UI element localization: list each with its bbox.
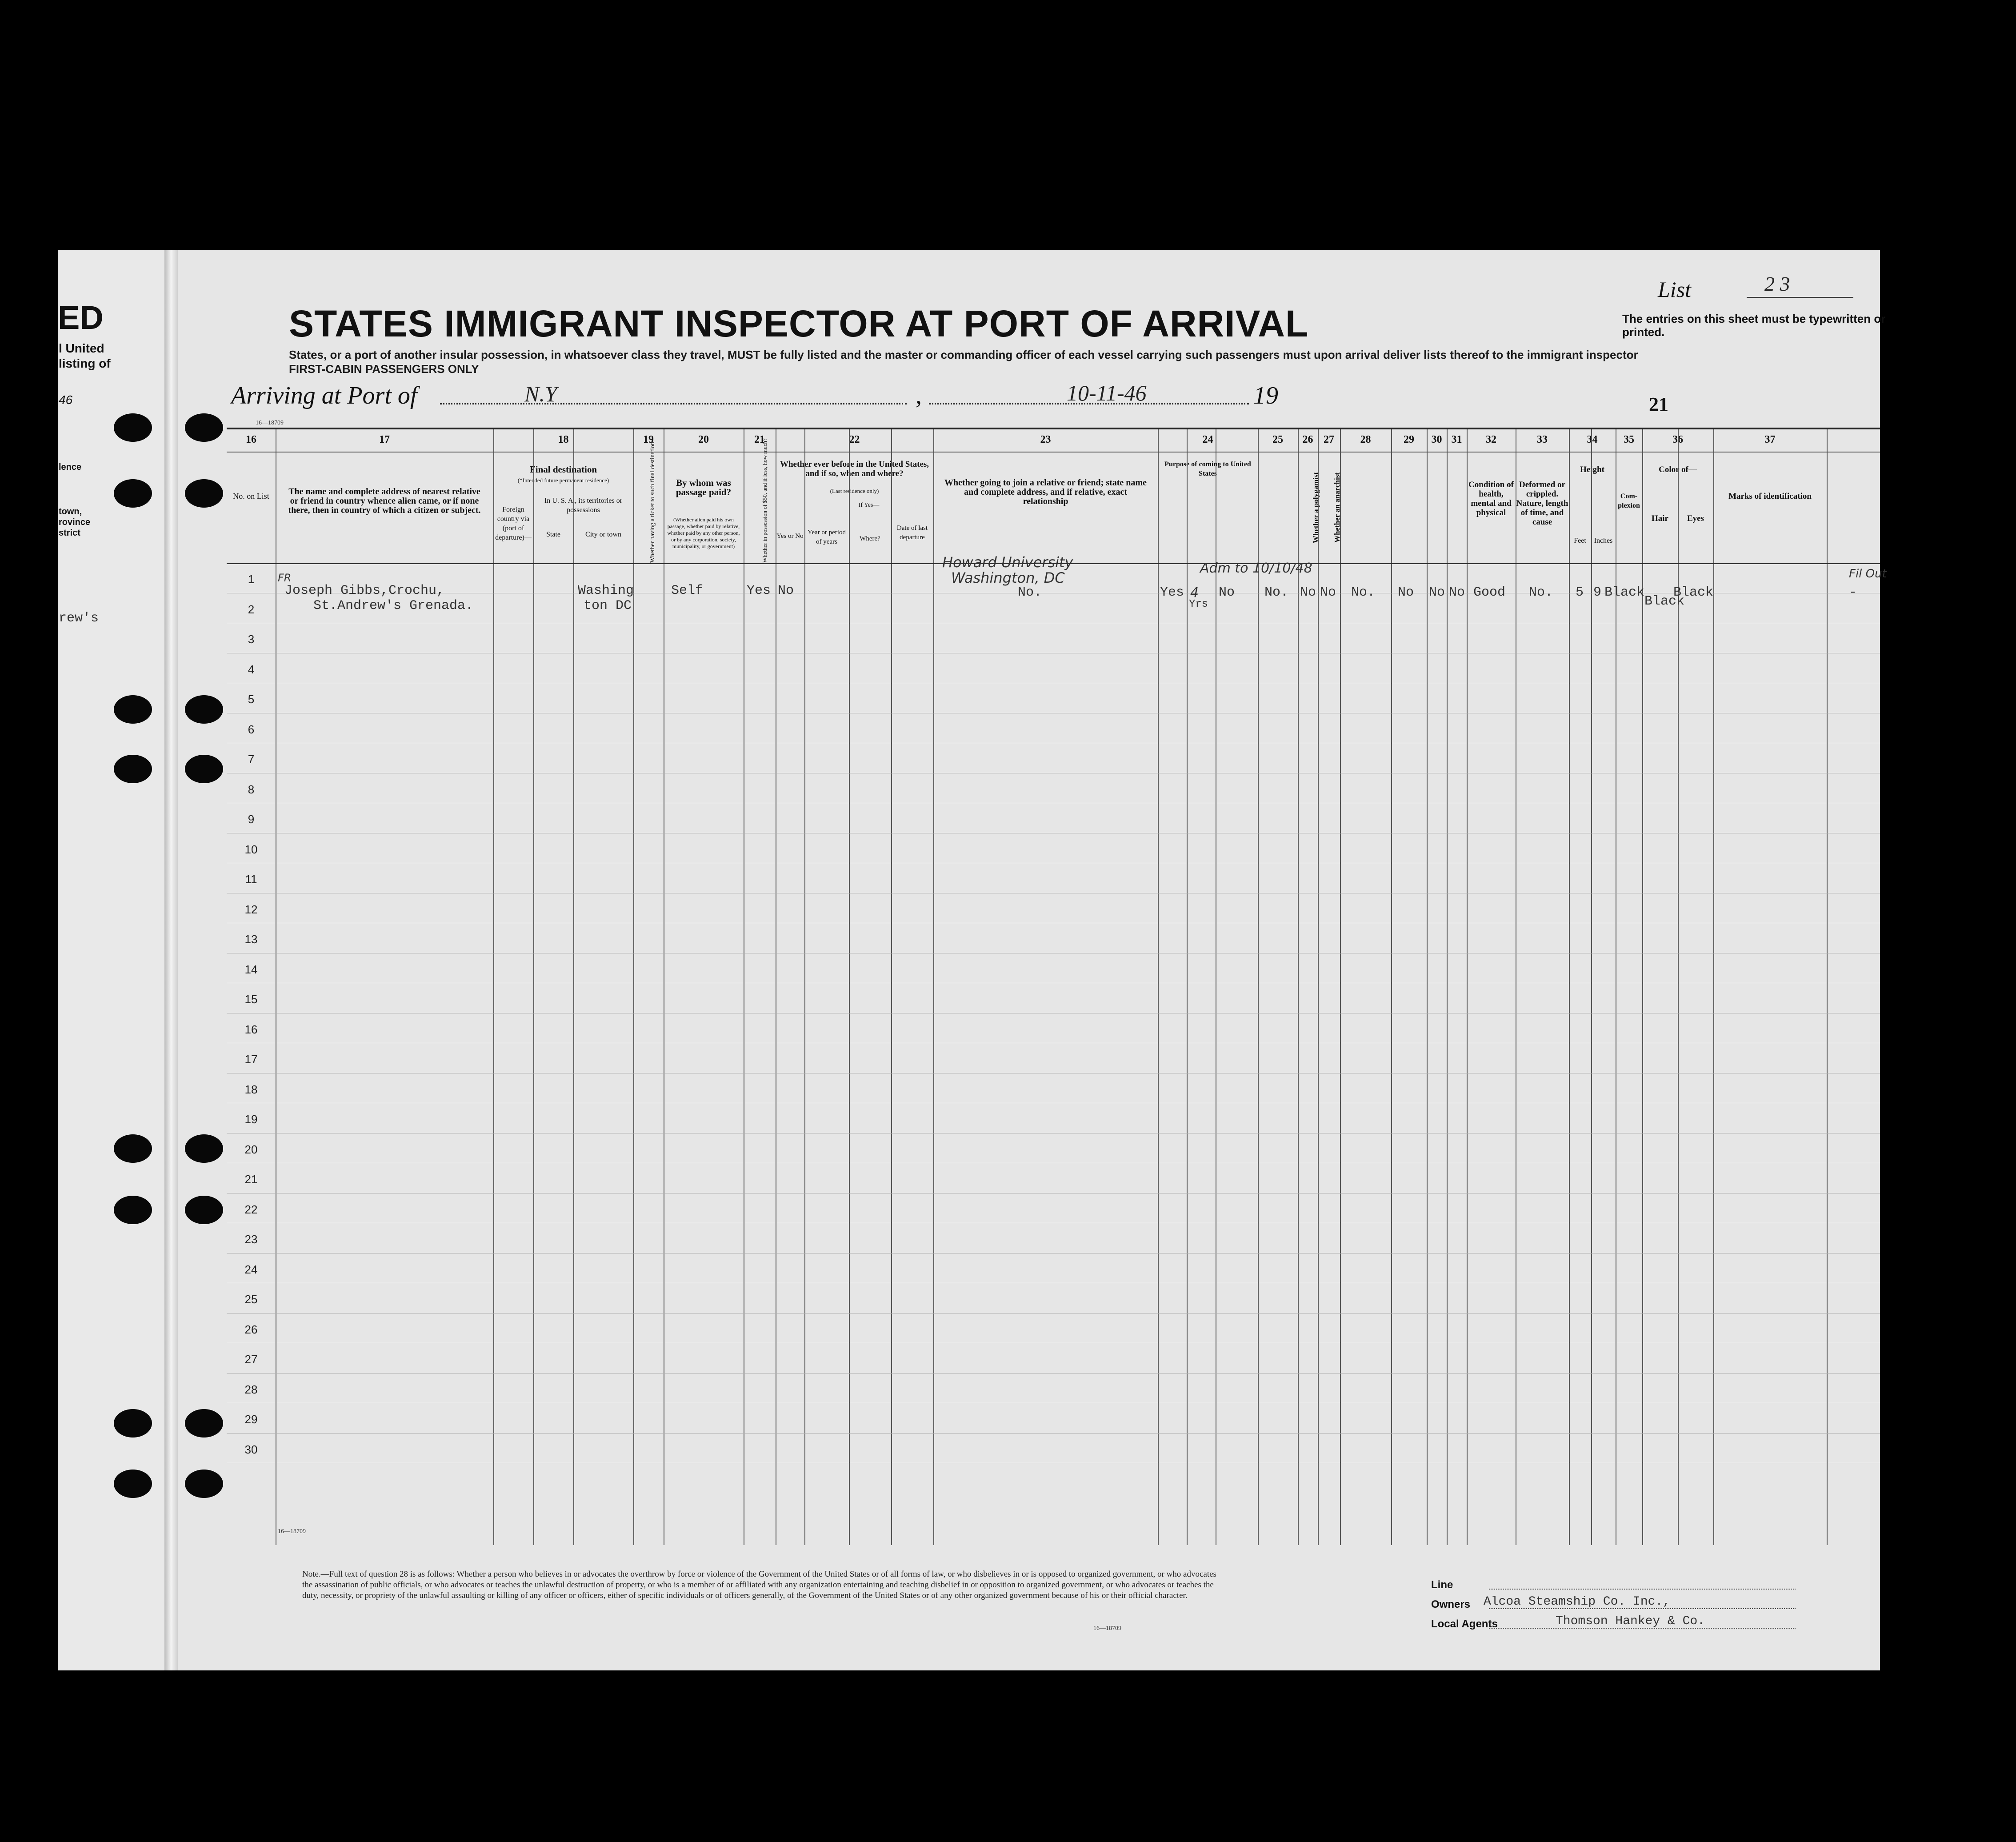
notice-line: States, or a port of another insular possession, in whatsoever class they travel, MUST be fully listed and the master or commanding officer of each vessel carrying such passengers must upon arrival deliver lists thereof to the immigrant inspector — [289, 348, 1638, 361]
margin-note: Fil Out — [1849, 567, 1887, 581]
join-relative-hand: Howard University — [942, 554, 1073, 571]
punch-hole — [114, 413, 152, 442]
header-hair: Hair — [1652, 514, 1668, 523]
height-inches: 9 — [1593, 585, 1602, 600]
left-fragment-header: town, — [59, 507, 82, 517]
row-number: 15 — [244, 993, 258, 1006]
row-number: 16 — [244, 1022, 258, 1036]
header-polygamist: Whether a polygamist — [1312, 472, 1320, 544]
header-marks: Marks of identification — [1728, 492, 1812, 501]
left-fragment-line: 46 — [59, 393, 73, 407]
row-number: 4 — [248, 662, 255, 676]
column-divider — [1427, 429, 1428, 1545]
column-divider — [533, 429, 534, 1545]
column-divider — [1187, 429, 1188, 1545]
entry-annotation: FR — [278, 572, 292, 584]
header-final-destination-note: (*Intended future permanent residence) — [517, 477, 609, 484]
header-passage-paid: By whom was passage paid? — [676, 477, 732, 497]
destination-city: ton DC — [584, 598, 632, 613]
eyes-value: Black — [1673, 585, 1714, 600]
left-fragment-header: strict — [59, 528, 80, 538]
header-feet: Feet — [1574, 537, 1586, 545]
date-value: 10-11-46 — [1067, 380, 1147, 405]
column-number: 37 — [1764, 434, 1776, 445]
list-label: List — [1658, 277, 1692, 302]
column-divider — [1158, 429, 1159, 1545]
page-number: 21 — [1649, 393, 1668, 415]
punch-hole — [114, 1470, 152, 1498]
punch-hole — [114, 755, 152, 783]
row-number: 29 — [244, 1413, 258, 1426]
header-in-usa: In U. S. A., its territories or possessions — [544, 497, 623, 514]
header-color-of: Color of— — [1659, 465, 1697, 474]
purpose-duration: 4 — [1190, 585, 1199, 601]
header-complexion: Com-plexion — [1618, 493, 1640, 509]
answer-31: No — [1449, 585, 1465, 600]
header-no-on-list: No. on List — [233, 492, 269, 501]
column-number: 28 — [1360, 434, 1371, 445]
column-number: 21 — [754, 434, 765, 445]
marks-value: - — [1849, 585, 1857, 600]
header-final-destination: Final destination — [529, 464, 597, 475]
arriving-label: Arriving at Port of — [231, 382, 417, 409]
row-number: 12 — [244, 902, 258, 916]
column-number: 24 — [1202, 434, 1213, 445]
port-underline — [440, 403, 907, 404]
left-fragment-line: l United — [59, 341, 104, 355]
header-passage-note: (Whether alien paid his own passage, whether paid by relative, whether paid by any other person, or by any corporation, society, municipality, or government) — [667, 517, 740, 549]
column-divider — [1298, 429, 1299, 1545]
column-number: 19 — [643, 434, 654, 445]
complexion-value: Black — [1604, 585, 1645, 600]
page-fold — [164, 250, 178, 1670]
header-eyes: Eyes — [1687, 514, 1704, 523]
left-fragment-line: listing of — [59, 356, 111, 370]
header-city: City or town — [585, 531, 621, 538]
header-ticket: Whether having a ticket to such final destination — [649, 442, 656, 563]
punch-hole — [185, 1409, 223, 1438]
left-fragment-header: lence — [59, 462, 82, 472]
column-number: 34 — [1587, 434, 1598, 445]
punch-hole — [185, 1134, 223, 1163]
answer-30: No — [1429, 585, 1445, 600]
row-number: 30 — [244, 1442, 258, 1456]
row-number: 9 — [248, 813, 255, 826]
row-number: 24 — [244, 1262, 258, 1276]
punch-hole — [185, 479, 223, 508]
row-number: 3 — [248, 633, 255, 646]
purpose-years: Yrs — [1189, 598, 1208, 610]
notice-line: FIRST-CABIN PASSENGERS ONLY — [289, 362, 479, 376]
agents-value: Thomson Hankey & Co. — [1556, 1614, 1705, 1628]
row-number: 28 — [244, 1382, 258, 1396]
answer-25: No. — [1264, 585, 1289, 600]
height-feet: 5 — [1576, 585, 1584, 600]
page-title: STATES IMMIGRANT INSPECTOR AT PORT OF ARRIVAL — [289, 303, 1309, 344]
header-purpose: Purpose of coming to United States — [1164, 461, 1251, 477]
purpose-no: No — [1219, 585, 1235, 600]
list-number: 2 3 — [1747, 272, 1853, 298]
column-number: 33 — [1537, 434, 1548, 445]
punch-hole — [185, 695, 223, 724]
column-divider — [804, 429, 805, 1545]
column-number: 25 — [1272, 434, 1283, 445]
relative-address: St.Andrew's Grenada. — [313, 598, 474, 613]
header-height: Height — [1580, 465, 1604, 474]
answer-29: No — [1398, 585, 1414, 600]
line-label: Line — [1431, 1579, 1453, 1591]
header-if-yes: If Yes— — [858, 502, 880, 509]
join-relative-hand: Washington, DC — [951, 569, 1065, 586]
column-number: 22 — [849, 434, 860, 445]
column-number: 17 — [379, 434, 390, 445]
punch-hole — [114, 1196, 152, 1224]
agents-label: Local Agents — [1431, 1618, 1498, 1630]
port-value: N.Y — [524, 381, 557, 406]
column-number: 16 — [246, 434, 256, 445]
hair-value: Black — [1644, 594, 1685, 609]
possession-value: Yes — [747, 583, 771, 598]
header-date-last-departure: Date of last departure — [896, 525, 928, 541]
column-divider — [933, 429, 934, 1545]
row-number: 23 — [244, 1233, 258, 1246]
punch-hole — [185, 1470, 223, 1498]
relative-name: Joseph Gibbs,Crochu, — [284, 583, 445, 598]
column-number: 23 — [1040, 434, 1051, 445]
column-divider — [1591, 429, 1592, 1545]
entries-note: The entries on this sheet must be typewritten or printed. — [1622, 312, 1886, 339]
left-fragment-header: rovince — [59, 517, 91, 527]
column-divider — [1391, 429, 1392, 1545]
column-divider — [573, 429, 574, 1545]
column-divider — [1467, 429, 1468, 1545]
row-number: 21 — [244, 1173, 258, 1186]
header-inches: Inches — [1594, 537, 1613, 545]
header-relative: The name and complete address of nearest relative or friend in country whence alien came, or if none there, then in country of which a citizen or subject. — [288, 487, 481, 515]
owners-value: Alcoa Steamship Co. Inc., — [1484, 1595, 1671, 1609]
answer-27: No — [1320, 585, 1336, 600]
column-number: 26 — [1302, 434, 1313, 445]
purpose-yes: Yes — [1160, 585, 1184, 600]
row-number: 26 — [244, 1322, 258, 1336]
row-number: 11 — [245, 873, 257, 886]
row-number: 7 — [248, 753, 255, 766]
column-number: 30 — [1431, 434, 1442, 445]
admission-note: Adm to 10/10/48 — [1200, 561, 1312, 576]
column-number: 32 — [1486, 434, 1496, 445]
owners-label: Owners — [1431, 1598, 1471, 1610]
row-number: 2 — [248, 602, 255, 616]
row-number: 25 — [244, 1293, 258, 1306]
header-last-residence: (Last residence only) — [830, 488, 879, 494]
column-divider — [1447, 429, 1448, 1545]
column-number: 29 — [1404, 434, 1414, 445]
punch-hole — [114, 695, 152, 724]
punch-hole — [114, 479, 152, 508]
row-number: 27 — [244, 1353, 258, 1366]
form-number: 16—18709 — [1093, 1625, 1121, 1632]
row-number: 10 — [244, 842, 258, 856]
join-relative-value: No. — [1018, 585, 1042, 600]
column-divider — [891, 429, 892, 1545]
header-yes-no: Yes or No — [776, 533, 804, 540]
column-divider — [1569, 429, 1570, 1545]
answer-26: No — [1300, 585, 1316, 600]
left-fragment-title: ED — [58, 299, 104, 336]
column-divider — [1827, 429, 1828, 1545]
column-divider — [1258, 429, 1259, 1545]
header-condition: Condition of health, mental and physical — [1468, 480, 1514, 517]
column-number: 36 — [1672, 434, 1683, 445]
header-foreign-country: Foreign country via (port of departure)— — [495, 506, 532, 541]
header-possession: Whether in possession of $50, and if less, how much? — [761, 438, 768, 563]
row-divider — [227, 1433, 1880, 1434]
row-number: 13 — [244, 933, 258, 946]
column-divider — [493, 429, 494, 1545]
punch-hole — [114, 1409, 152, 1438]
column-number: 31 — [1451, 434, 1462, 445]
column-number: 18 — [558, 434, 569, 445]
row-number: 14 — [244, 962, 258, 976]
header-year-period: Year or period of years — [808, 529, 846, 545]
row-number: 1 — [248, 573, 255, 586]
column-divider — [849, 429, 850, 1545]
row-number: 17 — [244, 1053, 258, 1066]
year-prefix: 19 — [1253, 382, 1278, 409]
header-join-relative: Whether going to join a relative or friend; state name and complete address, and if relative, exact relationship — [944, 478, 1147, 506]
form-number: 16—18709 — [278, 1528, 306, 1535]
answer-28: No. — [1351, 585, 1376, 600]
line-underline — [1489, 1589, 1796, 1590]
header-where: Where? — [860, 535, 880, 542]
column-divider — [1713, 429, 1714, 1545]
row-number: 19 — [244, 1113, 258, 1126]
manifest-table — [227, 428, 1887, 1545]
column-number: 27 — [1324, 434, 1334, 445]
header-state: State — [546, 531, 560, 538]
notice-text — [289, 348, 1667, 376]
punch-hole — [185, 413, 223, 442]
row-number: 20 — [244, 1142, 258, 1156]
row-number: 22 — [244, 1202, 258, 1216]
header-deformed: Deformed or crippled. Nature, length of time, and cause — [1516, 480, 1568, 527]
punch-hole — [114, 1134, 152, 1163]
deformed-value: No. — [1529, 585, 1553, 600]
form-number: 16—18709 — [256, 420, 284, 426]
destination-city: Washing — [578, 583, 634, 598]
column-divider — [1340, 429, 1341, 1545]
row-number: 18 — [244, 1082, 258, 1096]
punch-hole — [185, 1196, 223, 1224]
punch-hole — [185, 755, 223, 783]
manifest-sheet — [58, 250, 1887, 1670]
separator: , — [916, 382, 922, 409]
passage-paid-value: Self — [671, 583, 704, 598]
row-number: 5 — [248, 693, 255, 706]
row-number: 8 — [248, 782, 255, 796]
footer-note: Note.—Full text of question 28 is as follows: Whether a person who believes in or advocates the overthrow by force or violence of the Government of the United States or of all forms of law, or who disbelieves in or is opposed to organized government, or who advocates the assassination of public officials, or who advocates or teaches the unlawful destruction of property, or who is a member of or affiliated with any organization entertaining and teaching disbelief in or opposition to organized government, or who advocates or teaches the duty, necessity, or propriety of the unlawful assaulting or killing of any officer or officers, either of specific individuals or of officers generally, of the Government of the United States or of any other organized government because of his or their official character. — [302, 1570, 1216, 1600]
left-fragment-entry: rew's — [59, 611, 99, 626]
ever-before-value: No — [778, 583, 794, 598]
row-number: 6 — [248, 722, 255, 736]
column-number: 20 — [698, 434, 709, 445]
column-number: 35 — [1624, 434, 1634, 445]
header-ever-before: Whether ever before in the United States, and if so, when and where? — [780, 460, 929, 478]
column-divider — [1318, 429, 1319, 1545]
header-anarchist: Whether an anarchist — [1333, 472, 1341, 543]
condition-value: Good — [1473, 585, 1506, 600]
